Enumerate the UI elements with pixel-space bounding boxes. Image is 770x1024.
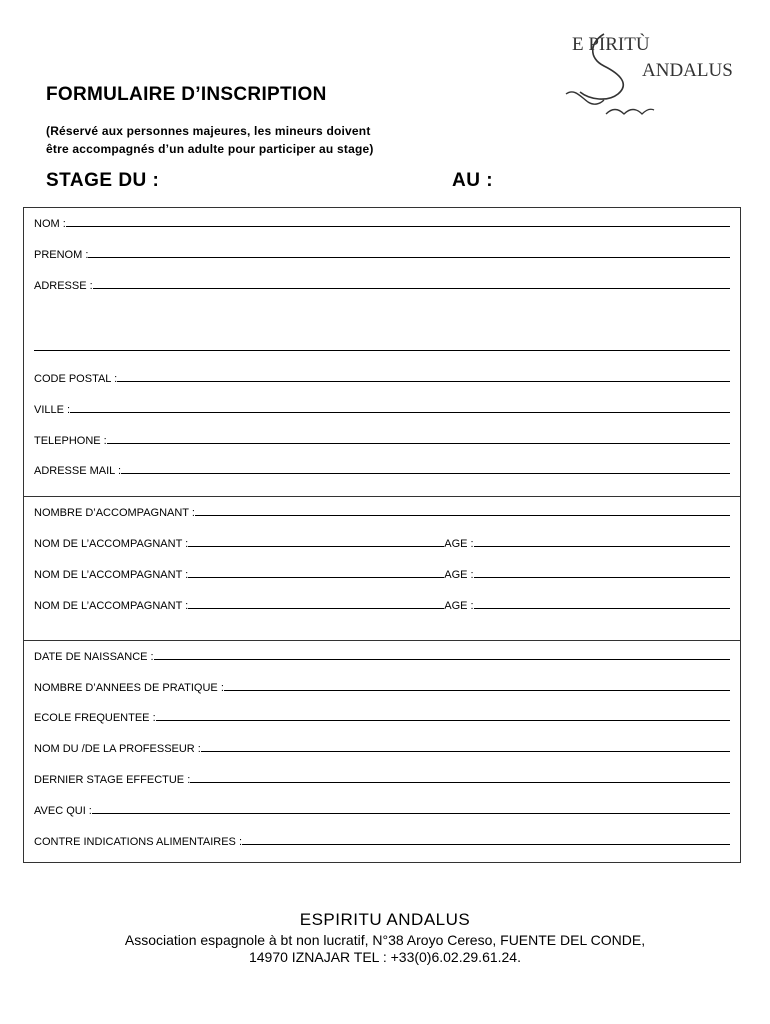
telephone-field[interactable] (34, 431, 730, 447)
nom-label: NOM : (34, 218, 66, 230)
accompagnant-row-1[interactable] (34, 534, 730, 550)
accompagnant-row-2[interactable] (34, 565, 730, 581)
adresse-extra-line[interactable] (34, 338, 730, 354)
adresse-mail-label: ADRESSE MAIL : (34, 465, 122, 477)
footer-address: Association espagnole à bt non lucratif, N°38 Aroyo Cereso, FUENTE DEL CONDE, (124, 932, 646, 948)
footer-contact: 14970 IZNAJAR TEL : +33(0)6.02.29.61.24. (248, 949, 521, 965)
nom-accompagnant-label: NOM DE L’ACCOMPAGNANT : (34, 569, 189, 581)
annees-pratique-label: NOMBRE D’ANNEES DE PRATIQUE : (34, 682, 224, 694)
date-naissance-field[interactable] (34, 647, 730, 663)
nom-field[interactable] (34, 214, 730, 230)
nom-accompagnant-label: NOM DE L’ACCOMPAGNANT : (34, 600, 189, 612)
dernier-stage-field[interactable] (34, 770, 730, 786)
ville-field[interactable] (34, 400, 730, 416)
prenom-field[interactable] (34, 245, 730, 261)
date-naissance-label: DATE DE NAISSANCE : (34, 651, 154, 663)
ecole-label: ECOLE FREQUENTEE : (34, 712, 156, 724)
practice-section (23, 641, 741, 863)
professeur-label: NOM DU /DE LA PROFESSEUR : (34, 743, 201, 755)
nombre-accompagnant-label: NOMBRE D’ACCOMPAGNANT : (34, 507, 195, 519)
personal-info-section (23, 207, 741, 497)
prenom-label: PRENOM : (34, 249, 89, 261)
stage-du-label: STAGE DU : (46, 170, 160, 191)
avec-qui-label: AVEC QUI : (34, 805, 92, 817)
annees-pratique-field[interactable] (34, 678, 730, 694)
nombre-accompagnant-field[interactable] (34, 503, 730, 519)
nom-accompagnant-label: NOM DE L’ACCOMPAGNANT : (34, 538, 189, 550)
companion-section (23, 497, 741, 641)
note-line-1: (Réservé aux personnes majeures, les mineurs doivent (46, 124, 371, 138)
au-label: AU : (452, 170, 494, 191)
contre-indications-label: CONTRE INDICATIONS ALIMENTAIRES : (34, 836, 243, 848)
accompagnant-row-3[interactable] (34, 596, 730, 612)
contre-indications-field[interactable] (34, 832, 730, 848)
avec-qui-field[interactable] (34, 801, 730, 817)
age-label: AGE : (444, 538, 474, 550)
adresse-label: ADRESSE : (34, 280, 93, 292)
adresse-mail-field[interactable] (34, 461, 730, 477)
adresse-field[interactable] (34, 276, 730, 292)
dernier-stage-label: DERNIER STAGE EFFECTUE : (34, 774, 191, 786)
note-line-2: être accompagnés d’un adulte pour participer au stage) (46, 142, 374, 156)
age-label: AGE : (444, 600, 474, 612)
code-postal-field[interactable] (34, 369, 730, 385)
logo-line1: E PIRITÙ (572, 34, 650, 55)
logo-line2: ANDALUS (642, 60, 733, 81)
professeur-field[interactable] (34, 739, 730, 755)
ecole-field[interactable] (34, 708, 730, 724)
age-label: AGE : (444, 569, 474, 581)
espiritu-andalus-logo (560, 28, 766, 120)
form-note (46, 122, 374, 158)
telephone-label: TELEPHONE : (34, 435, 107, 447)
ville-label: VILLE : (34, 404, 71, 416)
code-postal-label: CODE POSTAL : (34, 373, 118, 385)
form-title: FORMULAIRE D’INSCRIPTION (46, 84, 327, 105)
footer-brand: ESPIRITU ANDALUS (299, 910, 471, 929)
